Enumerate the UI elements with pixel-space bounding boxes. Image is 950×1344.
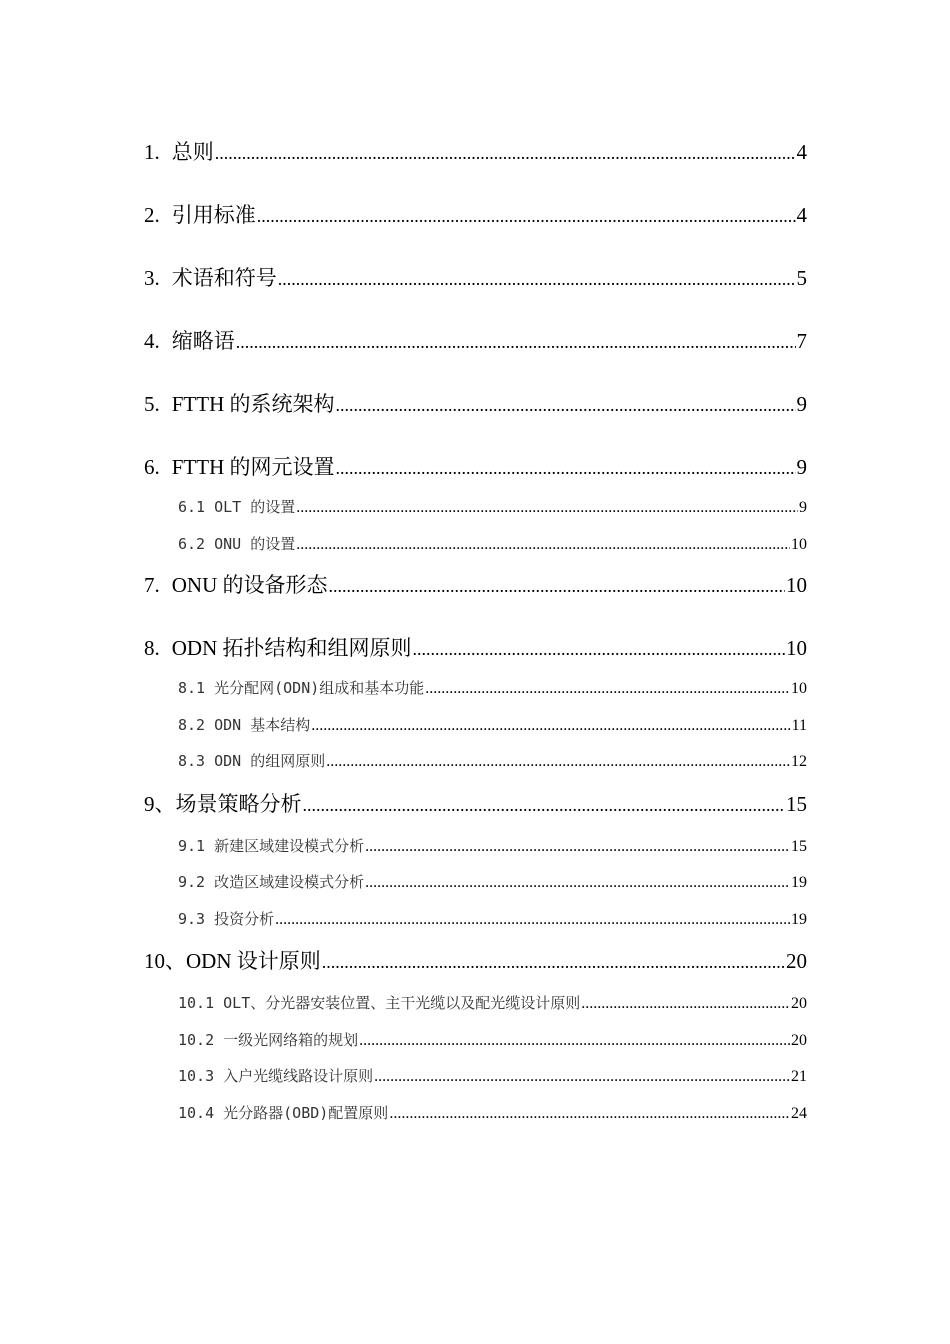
- toc-entry-title: ONU 的设备形态: [171, 573, 328, 597]
- toc-entry-8-1[interactable]: [144, 673, 807, 710]
- toc-leader-dots: [257, 196, 796, 236]
- toc-entry-5[interactable]: [144, 384, 807, 447]
- toc-page-number: 7: [796, 329, 807, 353]
- toc-entry-6-2[interactable]: [144, 529, 807, 566]
- toc-page-number: 4: [796, 203, 807, 227]
- toc-leader-dots: [311, 711, 790, 741]
- toc-page-number: 20: [791, 1031, 807, 1049]
- toc-page-number: 4: [796, 140, 807, 164]
- toc-leader-dots: [413, 629, 786, 669]
- toc-leader-dots: [278, 259, 796, 299]
- toc-page-number: 9: [799, 499, 807, 516]
- toc-entry-9-3[interactable]: [144, 904, 807, 941]
- toc-page-number: 20: [786, 949, 807, 973]
- toc-entry-title: 10.1 OLT、分光器安装位置、主干光缆以及配光缆设计原则: [178, 994, 581, 1012]
- toc-page-number: 10: [791, 680, 807, 697]
- toc-entry-number: 8.: [144, 636, 160, 660]
- toc-entry-8-3[interactable]: [144, 746, 807, 783]
- toc-page-number: 9: [796, 455, 807, 479]
- toc-page-number: 10: [786, 636, 807, 660]
- toc-page-number: 19: [791, 910, 807, 928]
- toc-entry-title: 9、场景策略分析: [144, 791, 302, 816]
- toc-leader-dots: [336, 385, 796, 425]
- toc-page-number: 10: [791, 535, 807, 553]
- toc-page-number: 24: [791, 1104, 807, 1122]
- toc-leader-dots: [336, 448, 796, 488]
- toc-leader-dots: [365, 868, 790, 898]
- toc-page-number: 10: [786, 573, 807, 597]
- toc-leader-dots: [215, 133, 796, 173]
- toc-leader-dots: [365, 832, 790, 862]
- toc-entry-title: 引用标准: [171, 203, 256, 227]
- toc-entry-8-2[interactable]: [144, 710, 807, 747]
- toc-leader-dots: [425, 674, 790, 704]
- toc-entry-number: 7.: [144, 573, 160, 597]
- toc-page-number: 12: [791, 753, 807, 770]
- toc-entry-9-1[interactable]: [144, 831, 807, 868]
- toc-entry-number: 3.: [144, 266, 160, 290]
- toc-entry-title: 9.2 改造区域建设模式分析: [178, 873, 365, 891]
- toc-leader-dots: [322, 941, 785, 983]
- toc-entry-8[interactable]: [144, 628, 807, 673]
- toc-entry-10-2[interactable]: [144, 1025, 807, 1062]
- toc-entry-title: ODN 拓扑结构和组网原则: [171, 636, 412, 660]
- toc-entry-number: 5.: [144, 392, 160, 416]
- toc-entry-title: 6.1 OLT 的设置: [178, 498, 296, 516]
- toc-entry-number: 2.: [144, 203, 160, 227]
- toc-entry-title: 术语和符号: [171, 266, 277, 290]
- toc-leader-dots: [581, 989, 790, 1019]
- toc-entry-title: FTTH 的网元设置: [171, 455, 335, 479]
- toc-leader-dots: [329, 566, 786, 606]
- toc-entry-title: 8.2 ODN 基本结构: [178, 715, 311, 734]
- toc-entry-number: 4.: [144, 329, 160, 353]
- toc-leader-dots: [359, 1026, 790, 1056]
- toc-entry-title: 10.4 光分路器(OBD)配置原则: [178, 1103, 389, 1122]
- toc-page-number: 20: [791, 995, 807, 1012]
- toc-entry-7[interactable]: [144, 565, 807, 628]
- toc-leader-dots: [326, 747, 790, 777]
- toc-leader-dots: [303, 784, 786, 826]
- toc-entry-title: FTTH 的系统架构: [171, 392, 335, 416]
- toc-leader-dots: [389, 1099, 790, 1129]
- toc-entry-4[interactable]: [144, 321, 807, 384]
- toc-leader-dots: [236, 322, 796, 362]
- toc-entry-title: 10、ODN 设计原则: [144, 949, 321, 973]
- toc-entry-6-1[interactable]: [144, 492, 807, 529]
- toc-page-number: 15: [786, 791, 807, 816]
- toc-leader-dots: [296, 530, 790, 560]
- toc-page-number: 19: [791, 874, 807, 891]
- table-of-contents: [144, 132, 807, 1134]
- toc-page-number: 15: [791, 837, 807, 855]
- toc-entry-title: 9.1 新建区域建设模式分析: [178, 836, 365, 855]
- toc-entry-title: 6.2 ONU 的设置: [178, 534, 296, 553]
- toc-entry-number: 6.: [144, 455, 160, 479]
- toc-entry-9-2[interactable]: [144, 867, 807, 904]
- toc-entry-6[interactable]: [144, 447, 807, 492]
- toc-entry-3[interactable]: [144, 258, 807, 321]
- toc-leader-dots: [275, 905, 790, 935]
- toc-entry-title: 10.3 入户光缆线路设计原则: [178, 1067, 374, 1085]
- toc-entry-10[interactable]: [144, 940, 807, 988]
- toc-entry-title: 9.3 投资分析: [178, 909, 275, 928]
- toc-page-number: 9: [796, 392, 807, 416]
- toc-entry-10-1[interactable]: [144, 988, 807, 1025]
- toc-leader-dots: [374, 1062, 790, 1092]
- toc-leader-dots: [296, 493, 798, 523]
- toc-page-number: 11: [791, 716, 807, 734]
- toc-entry-10-4[interactable]: [144, 1098, 807, 1135]
- toc-entry-10-3[interactable]: [144, 1061, 807, 1098]
- toc-entry-title: 缩略语: [171, 329, 235, 353]
- toc-entry-title: 10.2 一级光网络箱的规划: [178, 1030, 359, 1049]
- toc-entry-number: 1.: [144, 140, 160, 164]
- toc-entry-title: 总则: [171, 140, 214, 164]
- toc-entry-2[interactable]: [144, 195, 807, 258]
- toc-page-number: 21: [791, 1068, 807, 1085]
- toc-page-number: 5: [796, 266, 807, 290]
- toc-entry-1[interactable]: [144, 132, 807, 195]
- toc-entry-title: 8.3 ODN 的组网原则: [178, 752, 326, 770]
- toc-entry-9[interactable]: [144, 783, 807, 831]
- toc-entry-title: 8.1 光分配网(ODN)组成和基本功能: [178, 679, 425, 697]
